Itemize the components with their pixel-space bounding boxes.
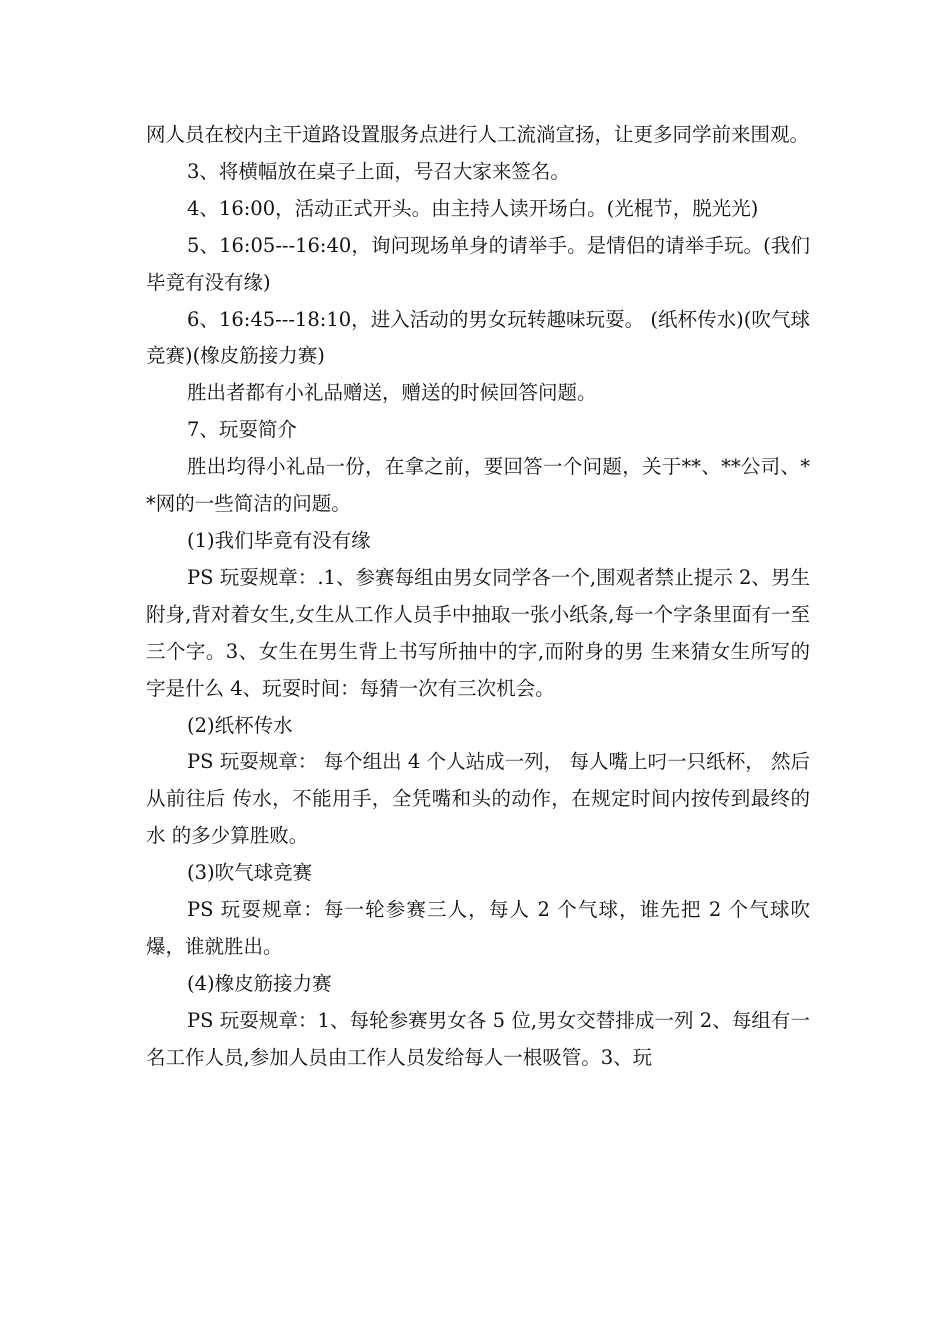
paragraph-6: 胜出者都有小礼品赠送，赠送的时候回答问题。 (187, 381, 597, 405)
paragraph-5: 6、16:45---18:10，进入活动的男女玩转趣味玩耍。 (纸杯传水)(吹气球竞赛)(橡皮筋接力赛) (146, 307, 810, 368)
paragraph-2: 3、将横幅放在桌子上面，号召大家来签名。 (187, 159, 570, 183)
rules-game-4: PS 玩耍规章：1、每轮参赛男女各 5 位,男女交替排成一列 2、每组有一名工作人员,参加人员由工作人员发给每人一根吸管。3、玩 (146, 1008, 810, 1069)
rules-game-3: PS 玩耍规章：每一轮参赛三人，每人 2 个气球，谁先把 2 个气球吹爆，谁就胜出。 (146, 898, 810, 958)
paragraph-4: 5、16:05---16:40，询问现场单身的请举手。是情侣的请举手玩。(我们毕竟有没有缘) (146, 233, 810, 294)
document-page (146, 117, 810, 1077)
paragraph-3: 4、16:00，活动正式开头。由主持人读开场白。(光棍节，脱光光) (187, 196, 759, 220)
paragraph-1: 网人员在校内主干道路设置服务点进行人工流淌宣扬，让更多同学前来围观。 (146, 123, 810, 146)
rules-game-2: PS 玩耍规章： 每个组出 4 个人站成一列， 每人嘴上叼一只纸杯， 然后从前往后 传水，不能用手，全凭嘴和头的动作，在规定时间内按传到最终的水 的多少算胜败。 (146, 750, 810, 848)
rules-game-1: PS 玩耍规章：.1、参赛每组由男女同学各一个,围观者禁止提示 2、男生附身,背对着女生,女生从工作人员手中抽取一张小纸条,每一个字条里面有一至三个字。3、女生在男生背上书写所抽中的字,而附身的男 生来猜女生所写的字是什么 4、玩耍时间：每猜一次有三次机会。 (146, 565, 810, 700)
subheading-game-1: (1)我们毕竟有没有缘 (187, 528, 371, 552)
subheading-game-4: (4)橡皮筋接力赛 (187, 971, 332, 995)
subheading-game-3: (3)吹气球竞赛 (187, 861, 313, 885)
subheading-game-2: (2)纸杯传水 (187, 713, 293, 737)
section-heading-game-intro: 7、玩耍简介 (187, 418, 297, 442)
paragraph-8: 胜出均得小礼品一份，在拿之前，要回答一个问题，关于**、**公司、**网的一些简洁的问题。 (146, 455, 810, 516)
